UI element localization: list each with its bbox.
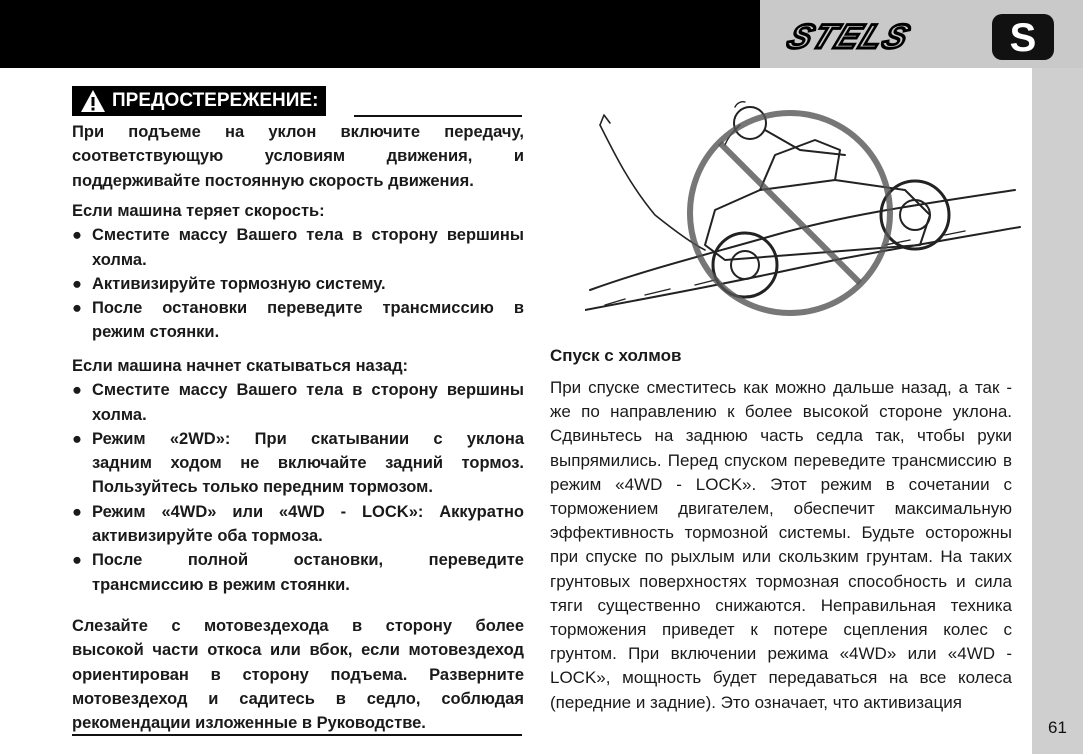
bullet-dot: ● [72, 502, 82, 521]
descent-section [550, 346, 1012, 715]
bullet-item [72, 378, 524, 427]
warning-bottom-rule [72, 734, 522, 736]
bullet-line: режим стоянки. [92, 323, 220, 342]
bullet-item [72, 427, 524, 500]
descent-heading: Спуск с холмов [550, 346, 682, 365]
rolling-back-section [72, 354, 524, 597]
bullet-dot: ● [72, 299, 82, 318]
intro-line: поддерживайте постоянную скорость движения. [72, 171, 474, 190]
prohibition-circle-icon [690, 113, 890, 313]
speed-loss-section [72, 199, 524, 345]
bullet-line: Режим «4WD» или «4WD - LOCK»: Аккуратно [92, 502, 524, 521]
bullet-line: Режим «2WD»: При скатывании с уклона [92, 429, 524, 448]
stels-logo [760, 0, 1083, 68]
bullet-dot: ● [72, 274, 82, 293]
rider-torso [760, 140, 840, 190]
warning-label [72, 86, 326, 116]
atv-illustration [585, 95, 1025, 320]
rider-arm [765, 130, 845, 155]
dismount-line: высокой части откоса или вбок, если мотовездеход [72, 641, 524, 660]
logo-wordmark: STELS [781, 18, 917, 56]
section-heading: Если машина начнет скатываться назад: [72, 357, 409, 375]
warning-underline [354, 115, 522, 117]
warning-triangle-icon [80, 89, 106, 113]
bullet-line: трансмиссию в режим стоянки. [92, 575, 350, 594]
bullet-line: Активизируйте тормозную систему. [92, 274, 386, 293]
trail-tip [600, 115, 610, 125]
warning-intro [72, 120, 524, 193]
intro-line: При подъеме на уклон включите передачу, [72, 123, 524, 141]
page-number: 61 [1048, 718, 1067, 737]
bullet-dot: ● [72, 226, 82, 245]
warning-header [72, 86, 522, 118]
bullet-item [72, 223, 524, 272]
ground-line [585, 227, 1020, 310]
dismount-paragraph [72, 614, 524, 735]
dismount-line: мотовездеход и садитесь в седло, соблюдая [72, 689, 524, 708]
bullet-line: Сместите массу Вашего тела в сторону вершины [92, 381, 524, 400]
dismount-line: Слезайте с мотовездехода в сторону более [72, 617, 524, 635]
dismount-line: рекомендации изложенные в Руководстве. [72, 714, 426, 733]
descent-text: При спуске сместитесь как можно дальше назад, а так - же по направлению к более высокой стороне уклона. Сдвиньтесь на заднюю часть седла так, чтобы руки выпрямились. Перед спуском переведите трансмиссию в режим «4WD - LOCK». Этот режим в сочетании с торможением двигателем, обеспечит максимальную эффективность тормозной системы. Будьте осторожны при спуске по рыхлым или скользким грунтам. На таких грунтовых поверхностях тормозная способность и сила тяги существенно снижаются. Неправильная техника торможения приведет к потере сцепления колес с грунтом. При включении режима «4WD» или «4WD - LOCK», мощность будет передаваться на все колеса (передние и задние). Это означает, что активизация [550, 378, 1012, 712]
brand-logo-panel [760, 0, 1083, 68]
dismount-line: ориентирован в сторону подъема. Разверните [72, 665, 524, 684]
bullet-item [72, 548, 524, 597]
bullet-line: Пользуйтесь только передним тормозом. [92, 478, 433, 497]
bullet-line: После полной остановки, переведите [92, 551, 524, 570]
bullet-line: Сместите массу Вашего тела в сторону вершины [92, 226, 524, 245]
logo-emblem-letter: S [1009, 16, 1037, 60]
warning-title: ПРЕДОСТЕРЕЖЕНИЕ: [112, 90, 319, 111]
bullet-dot: ● [72, 381, 82, 400]
bullet-line: холма. [92, 405, 147, 424]
bullet-line: После остановки переведите трансмиссию в [92, 299, 524, 318]
bullet-item [72, 500, 524, 549]
bullet-line: задним ходом не включайте задний тормоз. [92, 454, 524, 473]
bullet-item [72, 272, 524, 296]
section-heading: Если машина теряет скорость: [72, 202, 325, 220]
front-hub [731, 251, 759, 279]
side-strip [1032, 68, 1083, 754]
bullet-line: активизируйте оба тормоза. [92, 527, 323, 546]
bullet-line: холма. [92, 250, 147, 269]
intro-line: соответствующую условиям движения, и [72, 147, 524, 166]
bullet-dot: ● [72, 429, 82, 448]
bullet-item [72, 296, 524, 345]
bullet-dot: ● [72, 551, 82, 570]
